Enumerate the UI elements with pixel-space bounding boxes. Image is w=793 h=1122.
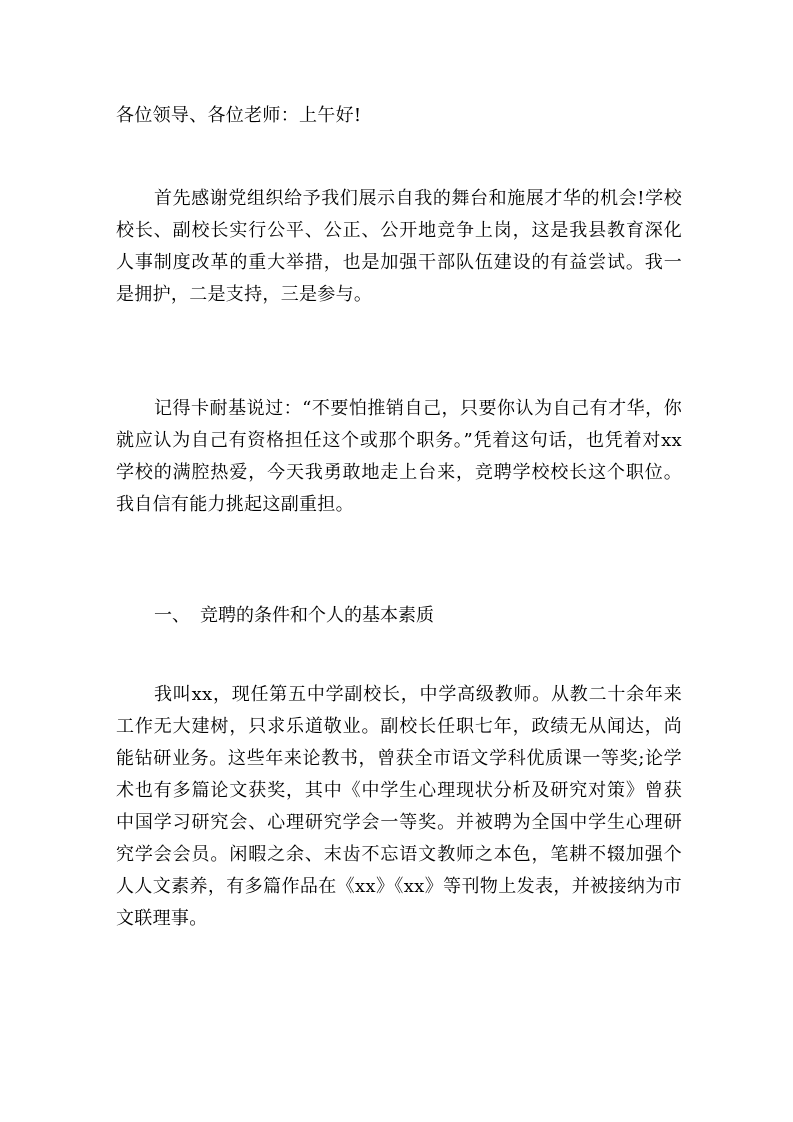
- section-heading-title: 竞聘的条件和个人的基本素质: [200, 605, 434, 626]
- quote-paragraph: 记得卡耐基说过：“不要怕推销自己，只要你认为自己有才华，你就应认为自己有资格担任这个或那个职务。”凭着这句话，也凭着对xx学校的满腔热爱，今天我勇敢地走上台来，竞聘学校校长这个职位。我自信有能力挑起这副重担。: [116, 398, 682, 515]
- intro-paragraph: 首先感谢党组织给予我们展示自我的舞台和施展才华的机会!学校校长、副校长实行公平、公正、公开地竞争上岗，这是我县教育深化人事制度改革的重大举措，也是加强干部队伍建设的有益尝试。我一是拥护，二是支持，三是参与。: [116, 188, 682, 305]
- section-body-paragraph: 我叫xx，现任第五中学副校长，中学高级教师。从教二十余年来工作无大建树，只求乐道敬业。副校长任职七年，政绩无从闻达，尚能钻研业务。这些年来论教书，曾获全市语文学科优质课一等奖;论学术也有多篇论文获奖，其中《中学生心理现状分析及研究对策》曾获中国学习研究会、心理研究学会一等奖。并被聘为全国中学生心理研究学会会员。闲暇之余、末齿不忘语文教师之本色，笔耕不辍加强个人人文素养，有多篇作品在《xx》《xx》等刊物上发表，并被接纳为市文联理事。: [116, 684, 682, 929]
- greeting-line: 各位领导、各位老师：上午好!: [116, 105, 362, 126]
- section-heading: [154, 600, 434, 632]
- section-heading-number: 一、: [154, 605, 190, 626]
